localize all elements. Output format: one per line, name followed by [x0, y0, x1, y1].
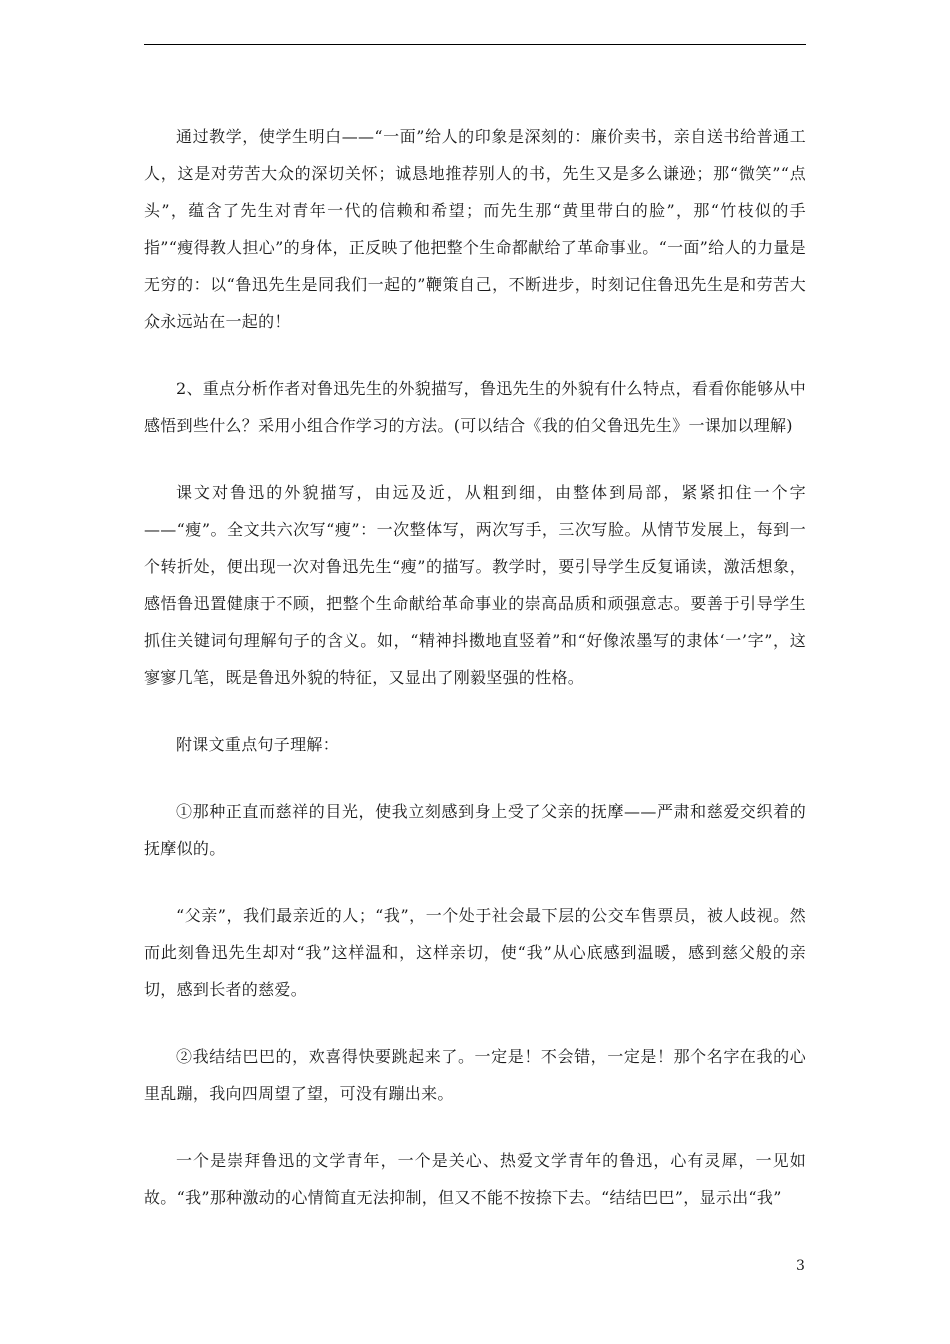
paragraph-teaching-summary: 通过教学，使学生明白——“一面”给人的印象是深刻的：廉价卖书，亲自送书给普通工人，这是对劳苦大众的深切关怀；诚恳地推荐别人的书，先生又是多么谦逊；那“微笑”“点头”，蕴含了先生对青年一代的信赖和希望；而先生那“黄里带白的脸”，那“竹枝似的手指”“瘦得教人担心”的身体，正反映了他把整个生命都献给了革命事业。“一面”给人的力量是无穷的：以“鲁迅先生是同我们一起的”鞭策自己，不断进步，时刻记住鲁迅先生是和劳苦大众永远站在一起的！ — [144, 127, 806, 331]
header-rule — [144, 44, 806, 45]
document-body — [144, 118, 806, 1216]
paragraph-key-sentences-heading: 附课文重点句子理解： — [176, 735, 340, 754]
paragraph-sentence-2-explanation: 一个是崇拜鲁迅的文学青年，一个是关心、热爱文学青年的鲁迅，心有灵犀，一见如故。“我”那种激动的心情简直无法抑制，但又不能不按捺下去。“结结巴巴”，显示出“我” — [144, 1151, 806, 1207]
paragraph-sentence-1-explanation: “父亲”，我们最亲近的人；“我”，一个处于社会最下层的公交车售票员，被人歧视。然而此刻鲁迅先生却对“我”这样温和，这样亲切，使“我”从心底感到温暖，感到慈父般的亲切，感到长者的慈爱。 — [144, 906, 806, 999]
paragraph-appearance-analysis: 课文对鲁迅的外貌描写，由远及近，从粗到细，由整体到局部，紧紧扣住一个字——“瘦”。全文共六次写“瘦”：一次整体写，两次写手，三次写脸。从情节发展上，每到一个转折处，便出现一次对鲁迅先生“瘦”的描写。教学时，要引导学生反复诵读，激活想象，感悟鲁迅置健康于不顾，把整个生命献给革命事业的崇高品质和顽强意志。要善于引导学生抓住关键词句理解句子的含义。如，“精神抖擞地直竖着”和“好像浓墨写的隶体‘一’字”，这寥寥几笔，既是鲁迅外貌的特征，又显出了刚毅坚强的性格。 — [144, 483, 806, 687]
paragraph-sentence-2: ②我结结巴巴的，欢喜得快要跳起来了。一定是！不会错，一定是！那个名字在我的心里乱蹦，我向四周望了望，可没有蹦出来。 — [144, 1047, 806, 1103]
page-number: 3 — [796, 1258, 805, 1274]
paragraph-sentence-1: ①那种正直而慈祥的目光，使我立刻感到身上受了父亲的抚摩——严肃和慈爱交织着的抚摩似的。 — [144, 802, 806, 858]
paragraph-appearance-task: 2、重点分析作者对鲁迅先生的外貌描写，鲁迅先生的外貌有什么特点，看看你能够从中感悟到些什么？采用小组合作学习的方法。(可以结合《我的伯父鲁迅先生》一课加以理解) — [144, 379, 806, 435]
